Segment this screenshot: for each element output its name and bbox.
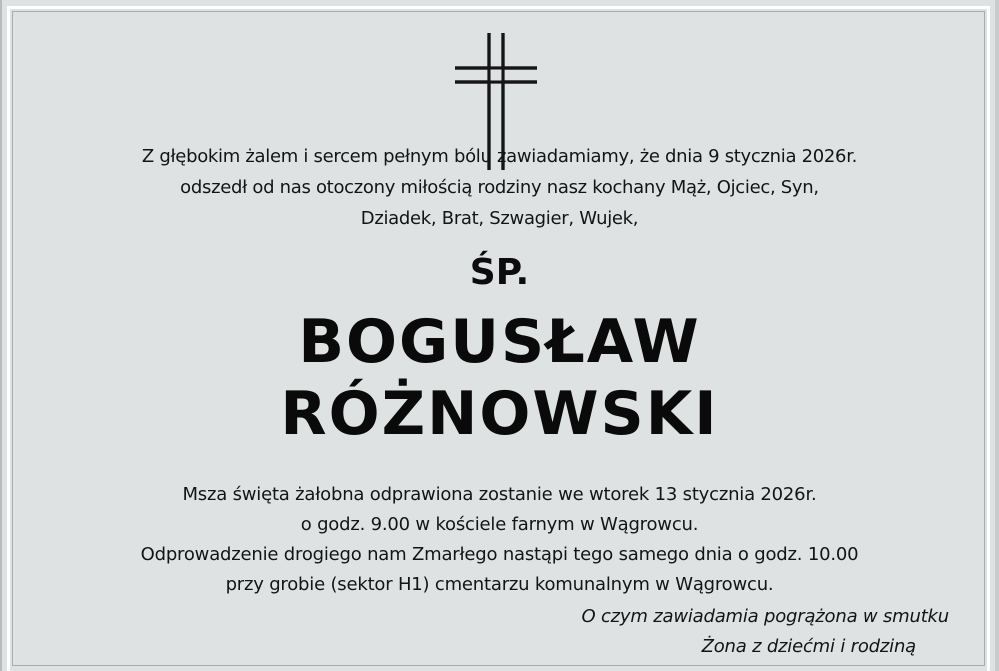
closing-line-2: Żona z dziećmi i rodziną xyxy=(701,636,916,657)
funeral-line-3: Odprowadzenie drogiego nam Zmarłego nastąpi tego samego dnia o godz. 10.00 xyxy=(140,544,859,565)
funeral-line-1: Msza święta żałobna odprawiona zostanie we wtorek 13 stycznia 2026r. xyxy=(182,484,817,505)
intro-line-1: Z głębokim żalem i sercem pełnym bólu zawiadamiamy, że dnia 9 stycznia 2026r. xyxy=(141,146,858,167)
funeral-line-4: przy grobie (sektor H1) cmentarzu komunalnym w Wągrowcu. xyxy=(225,574,774,595)
deceased-first-name: BOGUSŁAW xyxy=(298,307,701,377)
closing-line-1: O czym zawiadamia pogrążona w smutku xyxy=(581,606,949,627)
intro-line-2: odszedł od nas otoczony miłością rodziny nasz kochany Mąż, Ojciec, Syn, xyxy=(180,177,819,198)
deceased-last-name: RÓŻNOWSKI xyxy=(280,379,719,449)
sp-title: ŚP. xyxy=(469,252,530,293)
funeral-line-2: o godz. 9.00 w kościele farnym w Wągrowcu. xyxy=(300,514,699,535)
intro-line-3: Dziadek, Brat, Szwagier, Wujek, xyxy=(360,208,639,229)
